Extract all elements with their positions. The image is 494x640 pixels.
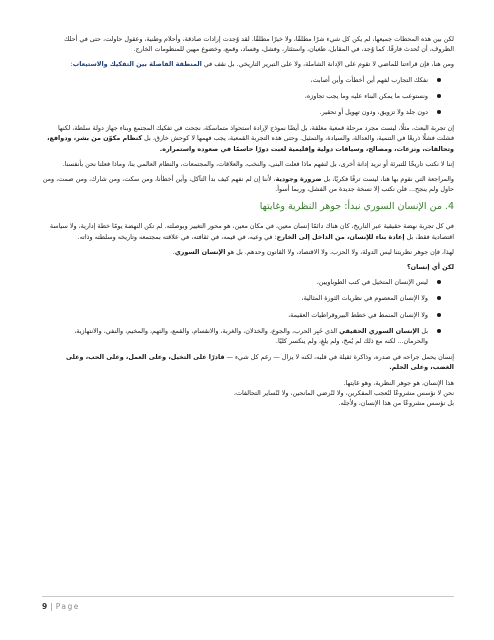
closing-line: نحن لا نؤسس مشروعًا لنُعجب المفكرين، ولا لنُرضي المانحين، ولا لنُساير التحالفات، [233,388,454,397]
paragraph-5-rest: ، لأننا إن لم نفهم كيف بدأ التآكل، وأين أخطأنا، ومن سكت، ومن شارك، ومن صمت، ومن حاول ولم ينجح... فلن نكتب إلا نسخة جديدة من الفشل، وربما أسوأ. [42,175,454,194]
list-item [42,326,428,346]
list-item: ليس الإنسان المتخيل في كتب الطوباويين، [42,277,428,287]
paragraph-8-text: إنسان يحمل جراحه في صدره، وذاكرة ثقيلة في قلبه، لكنه لا يزال — رغم كل شيء — [224,353,454,362]
list-item: ونستوعب ما يمكن البناء عليه وما يجب تجاوزه، [42,91,428,101]
page-label: Page [55,602,80,611]
emphasis-zone: المنطقة الفاصلة بين التفكيك والاستيعاب [72,60,202,69]
paragraph-6 [42,221,454,241]
list-item-rest: الذي خَبِر الحرب، والجوع، والخذلان، والغربة، والانقسام، والقمع، والتهم، والمخيم، والنفي، والانتهازية، والحرمان... لكنه مع ذلك لم يُمحَ، ولم يلغِ، ولم ينكسر كليًا. [74,326,428,346]
list-item-text: بل [419,326,428,335]
paragraph-8 [42,352,454,372]
page-number: 9 [42,602,48,611]
paragraph-1: لكن بين هذه المحطات جميعها، لم يكن كل شيء شرًا مطلقًا، ولا خيرًا مطلقًا. لقد وُجدت إرادات صادقة، وأحلام وطنية، وعقول حاولت، حتى في أحلك الظروف، أن تُحدث فارقًا. كما وُجد، في المقابل، طغيان، واستئثار، وفشل، وفساد، وقمع، وخضوع مهين للمنظومات الخارج. [64,35,454,54]
paragraph-6-rest: : في وعيه، في قيمه، في ثقافته، في علاقته بمجتمعه وتاريخه وسلطته وذاته. [77,232,277,241]
closing-line: هذا الإنسان، هو جوهر النظرية، وهو غايتها. [343,378,454,387]
paragraph-2-punct: : [70,60,73,69]
list-item: دون جلد ولا تزويق، ودون تهويل أو تحقير. [42,107,428,117]
paragraph-7-text: لهذا، فإن جوهر نظريتنا ليس الدولة، ولا الحزب، ولا الاقتصاد، ولا القانون وحدهم. بل هو [225,247,454,256]
paragraph-4: إننا لا نكتب تاريخًا للتبرئة أو نريد إدانة أخرى، بل لنفهم ماذا فعلت البنى، والنخب، والعلاقات، والمجتمعات، والنظام العالمي بنا، وماذا فعلنا نحن بأنفسنا. [62,159,454,168]
paragraph-6-text: في كل تجربة نهضة حقيقية عبر التاريخ، كان هناك دائمًا إنسان معين، في مكان معين، هو محور التغيير وبوصلته. لم تكن النهضة يومًا خطة إدارية، ولا سياسة اقتصادية فقط، بل [49,222,454,241]
section-heading: 4. من الإنسان السوري نبدأ: جوهر النظرية وغايتها [259,201,454,213]
paragraph-5-text: والمراجعة التي نقوم بها هنا، ليست ترفًا فكريًا، بل [321,175,454,184]
list-item: ولا الإنسان المعصوم في نظريات الثورة المثالية، [42,293,428,303]
bullet-list-2 [42,277,454,346]
closing-lines [42,378,454,409]
bullet-list-1 [42,75,454,118]
paragraph-3-bold: كنظام مكوّن من بشر، ودوافع، وتحالفات، ونزعات، ومصالح، وسياقات دولية وإقليمية لعبت دورًا حاسمًا في صعوده واستمراره. [47,134,454,153]
question-line: لكن أي إنسان؟ [406,263,454,272]
paragraph-2 [42,59,454,69]
footer-rule [42,596,454,597]
paragraph-2-text: ومن هنا، فإن قراءتنا للماضي لا تقوم على الإدانة الشاملة، ولا على التبرير التاريخي. بل نقف في [201,60,454,69]
paragraph-7 [42,247,454,257]
list-item-bold: الإنسان السوري الحقيقي [339,326,420,335]
paragraph-5-bold: ضرورة وجودية [275,175,322,184]
paragraph-6-bold: إعادة بناء للإنسان، من الداخل إلى الخارج [276,232,405,241]
closing-line: بل نؤسس مشروعًا من هذا الإنسان، ولأجله. [338,399,454,408]
paragraph-7-bold: الإنسان السوري [174,247,226,256]
paragraph-3-text: إن تجربة البعث، مثلًا، ليست مجرد مرحلة قمعية مغلقة، بل أيضًا نموذج لإرادة استحواذ متماسكة، نجحت في تفكيك المجتمع وبناء جهاز دولة سلطة، لكنها فشلت فشلًا ذريعًا في التنمية، والعدالة، والسيادة، والتمثيل. وحتى هذه التجربة القمعية، يجب فهمها لا كوحش خارق، بل [57,124,454,143]
footer-separator: | [50,602,53,611]
paragraph-7-punct: . [172,247,175,256]
paragraph-5 [42,174,454,194]
list-item: نفكك التجارب لفهم أين أخطأت وأين أصابت، [42,75,428,85]
paragraph-3 [42,123,454,154]
list-item: ولا الإنسان المنمط في خطط البيروقراطيات العقيمة، [42,310,428,320]
body-text [42,34,454,408]
paragraph-8-bold: قادرًا على التخيل، وعلى العمل، وعلى الحب، وعلى الغضب، وعلى الحلم. [66,353,454,372]
page-footer [42,602,80,611]
